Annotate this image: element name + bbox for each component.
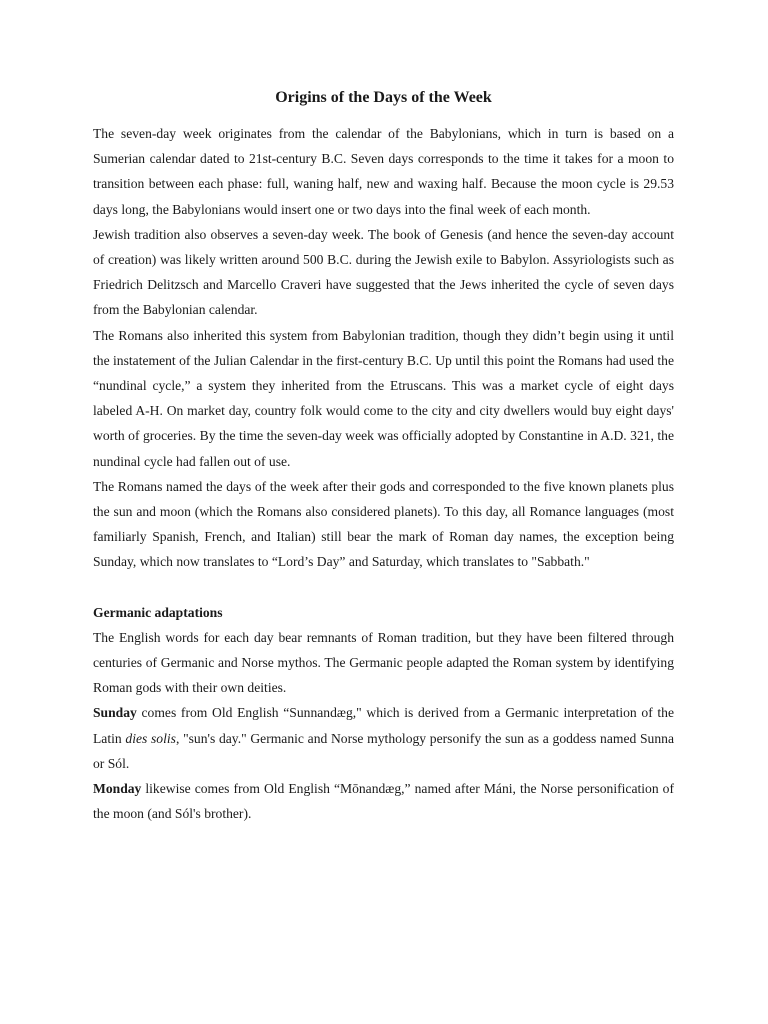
- paragraph-jewish: Jewish tradition also observes a seven-day week. The book of Genesis (and hence the seven-day account of creation) was likely written around 500 B.C. during the Jewish exile to Babylon. Assyriologists such as Friedrich Delitzsch and Marcello Craveri have suggested that the Jews inherited the cycle of seven days from the Babylonian calendar.: [93, 226, 674, 318]
- section-spacer: [93, 575, 674, 600]
- term-sunday: Sunday: [93, 705, 137, 721]
- paragraph-monday: [93, 776, 674, 826]
- paragraph-romans: The Romans also inherited this system from Babylonian tradition, though they didn’t begin using it until the instatement of the Julian Calendar in the first-century B.C. Up until this point the Romans had used the “nundinal cycle,” a system they inherited from the Etruscans. This was a market cycle of eight days labeled A-H. On market day, country folk would come to the city and city dwellers would buy eight days' worth of groceries. By the time the seven-day week was officially adopted by Constantine in A.D. 321, the nundinal cycle had fallen out of use.: [93, 327, 674, 469]
- term-monday: Monday: [93, 781, 142, 797]
- paragraph-germanic-intro: The English words for each day bear remnants of Roman tradition, but they have been filtered through centuries of Germanic and Norse mythos. The Germanic people adapted the Roman system by identifying Roman gods with their own deities.: [93, 629, 674, 696]
- sunday-text-after: , "sun's day." Germanic and Norse mythology personify the sun as a goddess named Sunna or Sól.: [93, 730, 674, 771]
- paragraph-sunday: [93, 700, 674, 776]
- paragraph-babylonian: The seven-day week originates from the calendar of the Babylonians, which in turn is based on a Sumerian calendar dated to 21st-century B.C. Seven days corresponds to the time it takes for a moon to transition between each phase: full, waning half, new and waxing half. Because the moon cycle is 29.53 days long, the Babylonians would insert one or two days into the final week of each month.: [93, 126, 674, 217]
- sunday-latin-term: dies solis: [125, 730, 176, 746]
- section-heading-germanic: Germanic adaptations: [93, 604, 223, 620]
- sunday-text-before: comes from Old English “Sunnandæg," which is derived from a Germanic interpretation of the Latin: [93, 705, 674, 746]
- paragraph-roman-gods: The Romans named the days of the week after their gods and corresponded to the five known planets plus the sun and moon (which the Romans also considered planets). To this day, all Romance languages (most familiarly Spanish, French, and Italian) still bear the mark of Roman day names, the exception being Sunday, which now translates to “Lord’s Day” and Saturday, which translates to "Sabbath.": [93, 478, 674, 570]
- document-title: Origins of the Days of the Week: [275, 89, 492, 106]
- monday-text: likewise comes from Old English “Mōnandæg,” named after Máni, the Norse personification of the moon (and Sól's brother).: [93, 781, 674, 822]
